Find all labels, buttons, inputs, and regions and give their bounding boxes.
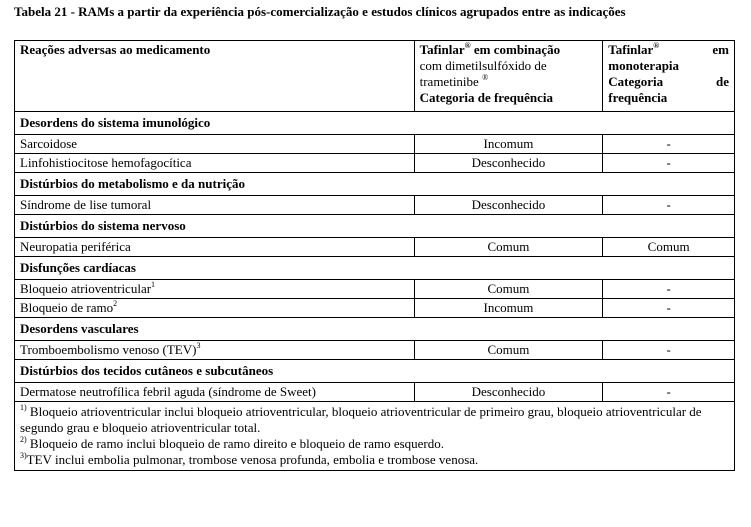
category-row <box>15 112 735 135</box>
category-row <box>15 257 735 280</box>
table-caption: Tabela 21 - RAMs a partir da experiência pós-comercialização e estudos clínicos agrupados entre as indicações <box>14 4 626 19</box>
reaction-cell: Dermatose neutrofílica febril aguda (síndrome de Sweet) <box>15 383 415 402</box>
header-mono-line3: Categoria de <box>608 74 729 89</box>
table-row <box>15 383 735 402</box>
category-label: Distúrbios do sistema nervoso <box>15 215 735 238</box>
reaction-cell: Linfohistiocitose hemofagocítica <box>15 154 415 173</box>
combination-frequency-cell: Comum <box>414 341 603 360</box>
combination-frequency-cell: Desconhecido <box>414 383 603 402</box>
combination-frequency-cell: Desconhecido <box>414 196 603 215</box>
footnote <box>20 436 729 452</box>
monotherapy-frequency-cell: - <box>603 154 735 173</box>
header-combination-line1: Tafinlar® em combinação <box>419 41 561 57</box>
footnote-text: TEV inclui embolia pulmonar, trombose venosa profunda, embolia e trombose venosa. <box>26 452 479 467</box>
monotherapy-frequency-cell: - <box>603 135 735 154</box>
footnote-text: Bloqueio de ramo inclui bloqueio de ramo direito e bloqueio de ramo esquerdo. <box>26 436 445 451</box>
category-label: Distúrbios do metabolismo e da nutrição <box>15 173 735 196</box>
monotherapy-frequency-cell: - <box>603 280 735 299</box>
monotherapy-frequency-cell: - <box>603 299 735 318</box>
category-row <box>15 360 735 383</box>
table-row <box>15 238 735 257</box>
monotherapy-frequency-cell: Comum <box>603 238 735 257</box>
adverse-reactions-table <box>14 40 735 471</box>
footnotes-cell <box>15 402 735 471</box>
category-row <box>15 173 735 196</box>
reaction-cell: Sarcoidose <box>15 135 415 154</box>
footnote-mark: 3) <box>20 451 27 460</box>
monotherapy-frequency-cell: - <box>603 341 735 360</box>
header-mono-line1: Tafinlar® em <box>608 41 729 57</box>
table-row <box>15 341 735 360</box>
header-combination <box>414 41 603 112</box>
footnote-text: Bloqueio atrioventricular inclui bloqueio atrioventricular, bloqueio atrioventricular de primeiro grau, bloqueio atrioventricular de segundo grau e bloqueio atrioventricular total. <box>20 404 702 435</box>
combination-frequency-cell: Incomum <box>414 135 603 154</box>
category-row <box>15 318 735 341</box>
table-header-row <box>15 41 735 112</box>
category-label: Desordens vasculares <box>15 318 735 341</box>
monotherapy-frequency-cell: - <box>603 383 735 402</box>
header-combination-line2: com dimetilsulfóxido de <box>419 58 547 73</box>
footnote-marker: 2 <box>113 299 118 308</box>
footnote-marker: 3 <box>196 341 201 350</box>
footnote-mark: 1) <box>20 403 27 412</box>
header-mono-line2: monoterapia <box>608 58 680 73</box>
footnote-mark: 2) <box>20 435 27 444</box>
reaction-cell: Neuropatia periférica <box>15 238 415 257</box>
category-label: Distúrbios dos tecidos cutâneos e subcutâneos <box>15 360 735 383</box>
category-label: Desordens do sistema imunológico <box>15 112 735 135</box>
reaction-cell: Síndrome de lise tumoral <box>15 196 415 215</box>
footnotes-row <box>15 402 735 471</box>
reaction-cell: Bloqueio de ramo$^2$ <box>15 299 415 318</box>
category-label: Disfunções cardíacas <box>15 257 735 280</box>
combination-frequency-cell: Comum <box>414 280 603 299</box>
header-mono-line4: frequência <box>608 90 668 105</box>
table-row <box>15 299 735 318</box>
combination-frequency-cell: Comum <box>414 238 603 257</box>
header-combination-line3: trametinibe ® <box>419 73 489 89</box>
table-row <box>15 154 735 173</box>
monotherapy-frequency-cell: - <box>603 196 735 215</box>
reaction-cell: Bloqueio atrioventricular$^1$ <box>15 280 415 299</box>
header-combination-line4: Categoria de frequência <box>419 90 553 105</box>
combination-frequency-cell: Incomum <box>414 299 603 318</box>
table-row <box>15 196 735 215</box>
table-row <box>15 135 735 154</box>
category-row <box>15 215 735 238</box>
header-reactions: Reações adversas ao medicamento <box>15 41 415 112</box>
table-row <box>15 280 735 299</box>
header-monotherapy <box>603 41 735 112</box>
combination-frequency-cell: Desconhecido <box>414 154 603 173</box>
footnote <box>20 404 729 436</box>
reaction-cell: Tromboembolismo venoso (TEV)$^3$ <box>15 341 415 360</box>
footnote <box>20 452 729 468</box>
footnote-marker: 1 <box>151 280 156 289</box>
